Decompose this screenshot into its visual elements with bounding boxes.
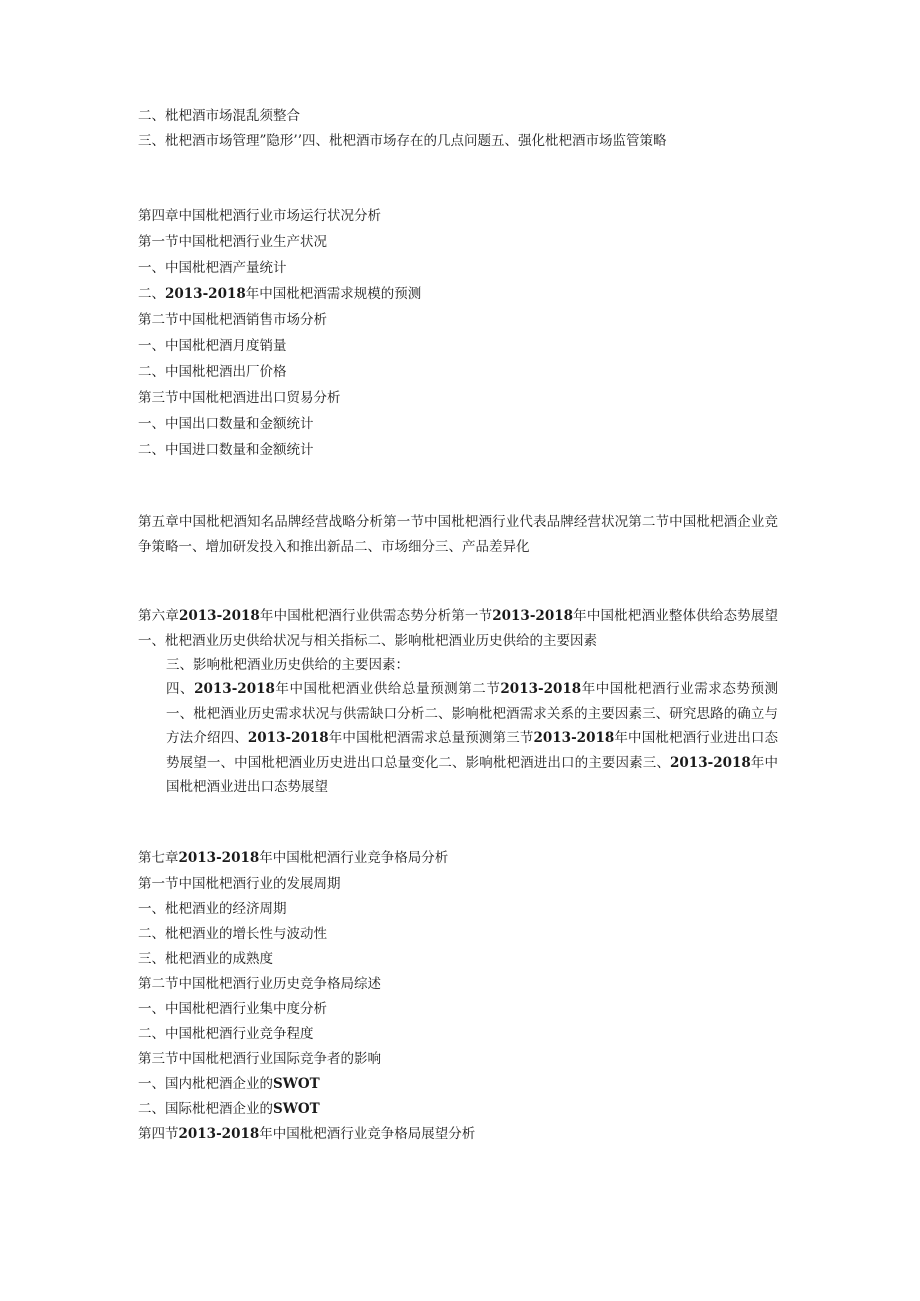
toc-line: 一、中国出口数量和金额统计 xyxy=(138,416,314,432)
section-heading: 第一节中国枇杷酒行业的发展周期 xyxy=(138,876,341,892)
chapter-7-title: 第七章2013-2018年中国枇杷酒行业竞争格局分析 xyxy=(138,850,449,866)
section-heading: 第二节中国枇杷酒行业历史竞争格局综述 xyxy=(138,976,381,992)
toc-line: 二、中国进口数量和金额统计 xyxy=(138,442,314,458)
toc-line: 一、中国枇杷酒行业集中度分析 xyxy=(138,1001,327,1017)
chapter-4-title: 第四章中国枇杷酒行业市场运行状况分析 xyxy=(138,208,381,224)
section-heading: 第三节中国枇杷酒进出口贸易分析 xyxy=(138,390,341,406)
toc-line: 二、枇杷酒业的增长性与波动性 xyxy=(138,926,327,942)
section-heading: 第四节2013-2018年中国枇杷酒行业竞争格局展望分析 xyxy=(138,1126,476,1142)
toc-line: 二、枇杷酒市场混乱须整合 xyxy=(138,108,300,124)
toc-line: 一、国内枇杷酒企业的SWOT xyxy=(138,1076,320,1092)
chapter-6-paragraph: 四、2013-2018年中国枇杷酒业供给总量预测第二节2013-2018年中国枇杷酒行业需求态势预测一、枇杷酒业历史需求状况与供需缺口分析二、影响枇杷酒需求关系的主要因素三、研究思路的确立与方法介绍四、2013-2018年中国枇杷酒需求总量预测第三节2013-2018年中国枇杷酒行业进出口态势展望一、中国枇杷酒业历史进出口总量变化二、影响枇杷酒进出口的主要因素三、2013-2018年中国枇杷酒业进出口态势展望 xyxy=(166,681,779,795)
toc-line: 二、中国枇杷酒出厂价格 xyxy=(138,364,287,380)
chapter-5-paragraph: 第五章中国枇杷酒知名品牌经营战略分析第一节中国枇杷酒行业代表品牌经营状况第二节中国枇杷酒企业竞争策略一、增加研发投入和推出新品二、市场细分三、产品差异化 xyxy=(138,514,778,555)
toc-line: 一、中国枇杷酒产量统计 xyxy=(138,260,287,276)
toc-line: 三、枇杷酒市场管理”隐形’’四、枇杷酒市场存在的几点问题五、强化枇杷酒市场监管策略 xyxy=(138,133,667,149)
section-heading: 第二节中国枇杷酒销售市场分析 xyxy=(138,312,327,328)
section-heading: 第一节中国枇杷酒行业生产状况 xyxy=(138,234,327,250)
toc-line: 二、2013-2018年中国枇杷酒需求规模的预测 xyxy=(138,286,422,302)
toc-line: 二、国际枇杷酒企业的SWOT xyxy=(138,1101,320,1117)
toc-line: 二、中国枇杷酒行业竞争程度 xyxy=(138,1026,314,1042)
toc-line: 三、枇杷酒业的成熟度 xyxy=(138,951,273,967)
chapter-6-paragraph: 第六章2013-2018年中国枇杷酒行业供需态势分析第一节2013-2018年中国枇杷酒业整体供给态势展望一、枇杷酒业历史供给状况与相关指标二、影响枇杷酒业历史供给的主要因素 xyxy=(138,608,778,649)
toc-line: 一、枇杷酒业的经济周期 xyxy=(138,901,287,917)
chapter-6-paragraph: 三、影响枇杷酒业历史供给的主要因素： xyxy=(166,657,409,673)
section-heading: 第三节中国枇杷酒行业国际竞争者的影响 xyxy=(138,1051,381,1067)
toc-line: 一、中国枇杷酒月度销量 xyxy=(138,338,287,354)
